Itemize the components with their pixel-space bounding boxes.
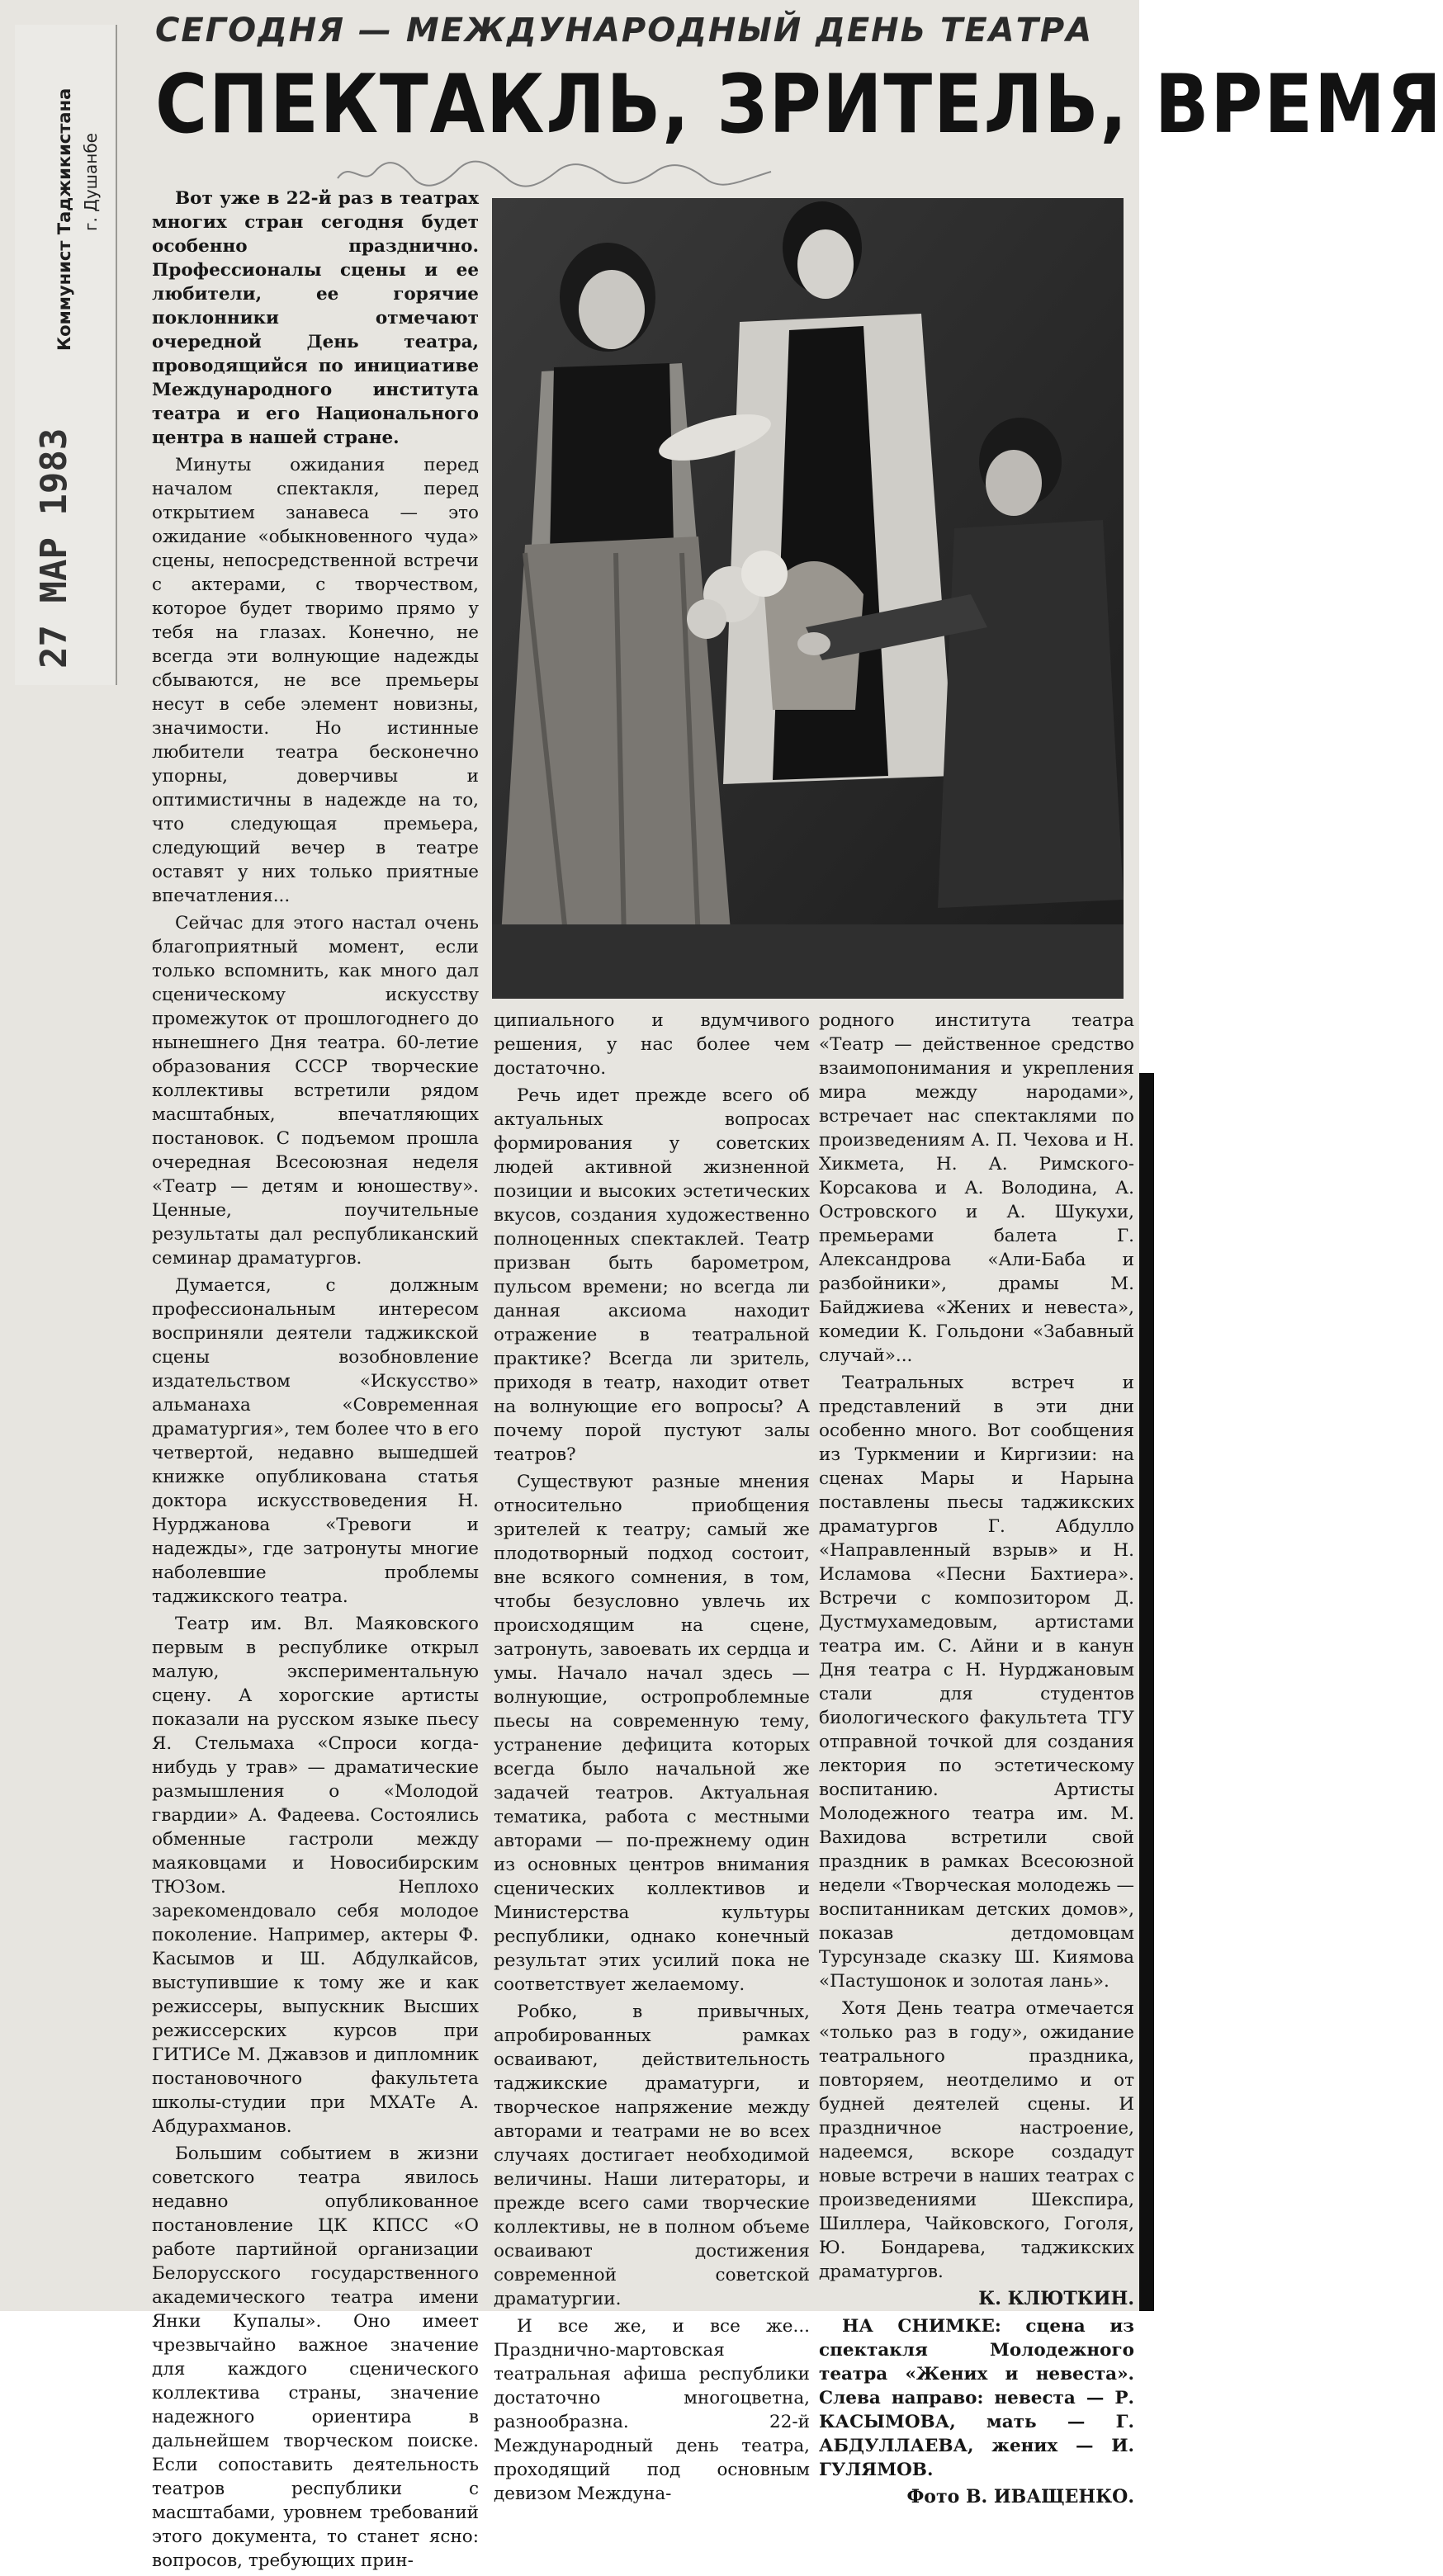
article-paragraph: Речь идет прежде всего об актуальных вопросах формирования у советских людей активной жизненной позиции и высоких эстетических вкусов, создания художественно полноценных спектаклей. Театр призван быть барометром, пульсом времени; но всегда ли данная аксиома находит отражение в театральной практике? Всегда ли зритель, приходя в театр, находит ответ на волнующие его вопросы? А почему порой пустуют залы театров? — [494, 1085, 810, 1465]
article-paragraph: Думается, с должным профессиональным интересом восприняли деятели таджикской сцены возобновление издательством «Искусство» альманаха «Современная драматургия», тем более что в его четвертой, недавно вышедшей книжке опубликована статья доктора искусствоведения Н. Нурджанова «Тревоги и надежды», где затронуты многие наболевшие проблемы таджикского театра. — [152, 1275, 479, 1607]
article-paragraph: И все же, и все же... Празднично-мартовская театральная афиша республики достаточно многоцветна, разнообразна. 22-й Международный день театра, проходящий под основным девизом Междуна- — [494, 2316, 810, 2504]
stamp-city: г. Душанбе — [81, 133, 101, 231]
article-column-1 — [152, 187, 479, 2576]
article-lead-paragraph: Вот уже в 22-й раз в театрах многих стран сегодня будет особенно празднично. Профессионалы сцены и ее любители, ее горячие поклонники отмечают очередной День театра, проводящийся по инициативе Международного института театра и его Национального центра в нашей стране. — [152, 188, 479, 448]
article-headline: СПЕКТАКЛЬ, ЗРИТЕЛЬ, ВРЕМЯ — [155, 58, 1443, 152]
article-column-2 — [494, 1009, 810, 2509]
article-paragraph: Театральных встреч и представлений в эти дни особенно много. Вот сообщения из Туркмении и Киргизии: на сценах Мары и Нарына поставлены пьесы таджикских драматургов Г. Абдулло «Направленный взрыв» и Н. Исламова «Песни Бахтиера». Встречи с композитором Д. Дустмухамедовым, артистами театра им. С. Айни и в канун Дня театра с Н. Нурджановым стали для студентов биологического факультета ТГУ отправной точкой для создания лектория по эстетическому воспитанию. Артисты Молодежного театра им. М. Вахидова встретили свой праздник в рамках Всесоюзной недели «Творческая молодежь — воспитанникам детских домов», показав детдомовцам Турсунзаде сказку Ш. Киямова «Пастушонок и золотая лань». — [819, 1373, 1134, 1992]
article-paragraph: Робко, в привычных, апробированных рамках осваивают, действительность таджикские драматурги, и творческое напряжение между авторами и театрами не во всех случаях достигает необходимой величины. Наши литераторы, и прежде всего сами творческие коллективы, не в полном объеме осваивают достижения современной советской драматургии. — [494, 2002, 810, 2309]
stamp-newspaper-name: Коммунист Таджикистана — [54, 87, 74, 351]
article-paragraph: ципиального и вдумчивого решения, у нас более чем достаточно. — [494, 1010, 810, 1079]
archive-stamp — [15, 25, 117, 685]
article-paragraph: родного института театра «Театр — действенное средство взаимопонимания и укрепления мира между народами», встречает нас спектаклями по произведениям А. П. Чехова и Н. Хикмета, Н. А. Римского-Корсакова и А. Володина, А. Островского и А. Шукухи, премьерами балета Г. Александрова «Али-Баба и разбойники», драмы М. Байджиева «Жених и невеста», комедии К. Гольдони «Забавный случай»... — [819, 1010, 1134, 1366]
dark-background-right — [1139, 1073, 1154, 2311]
article-paragraph: Хотя День театра отмечается «только раз в году», ожидание театрального праздника, повторяем, неотделимо и от будней деятелей сцены. И праздничное настроение, надеемся, вскоре создадут новые встречи в наших театрах с произведениями Шекспира, Шиллера, Чайковского, Гоголя, Ю. Бондарева, таджикских драматургов. — [819, 1998, 1134, 2282]
photo-credit: Фото В. ИВАЩЕНКО. — [906, 2486, 1134, 2507]
article-paragraph: Сейчас для этого настал очень благоприятный момент, если только вспомнить, как много дал сценическому искусству промежуток от прошлогоднего до нынешнего Дня театра. 60-летие образования СССР творческие коллективы встретили рядом масштабных, впечатляющих постановок. С подъемом прошла очередная Всесоюзная неделя «Театр — детям и юношеству». Ценные, поучительные результаты дал республиканский семинар драматургов. — [152, 913, 479, 1269]
theatre-scene-photo — [492, 198, 1124, 999]
article-paragraph: Театр им. Вл. Маяковского первым в республике открыл малую, экспериментальную сцену. А хорогские артисты показали на русском языке пьесу Я. Стельмаха «Спроси когда-нибудь у трав» — драматические размышления о «Молодой гвардии» А. Фадеева. Состоялись обменные гастроли между маяковцами и Новосибирским ТЮЗом. Неплохо зарекомендовало себя молодое поколение. Например, актеры Ф. Касымов и Ш. Абдулкайсов, выступившие к тому же и как режиссеры, выпускник Высших режиссерских курсов при ГИТИСе М. Джавзов и дипломник постановочного факультета школы-студии при МХАТе А. Абдурахманов. — [152, 1614, 479, 2137]
photo-illustration — [492, 198, 1124, 999]
masthead-rubric: СЕГОДНЯ — МЕЖДУНАРОДНЫЙ ДЕНЬ ТЕАТРА — [155, 12, 1094, 50]
stamp-date: 27 МАР 1983 — [33, 428, 75, 669]
article-paragraph: Минуты ожидания перед началом спектакля, перед открытием занавеса — это ожидание «обыкновенного чуда» сцены, непосредственной встречи с актерами, с творчеством, которое будет творимо прямо у тебя на глазах. Конечно, не всегда эти волнующие надежды сбываются, не все премьеры несут в себе элемент новизны, значимости. Но истинные любители театра бесконечно упорны, доверчивы и оптимистичны в надежде на то, что следующая премьера, следующий вечер в театре оставят у них только приятные впечатления... — [152, 455, 479, 906]
photo-caption: НА СНИМКЕ: сцена из спектакля Молодежного театра «Жених и невеста». Слева направо: невеста — Р. КАСЫМОВА, мать — Г. АБДУЛЛАЕВА, жених — И. ГУЛЯМОВ. — [819, 2316, 1134, 2480]
article-column-3 — [819, 1009, 1134, 2512]
author-signature: К. КЛЮТКИН. — [978, 2288, 1134, 2309]
article-paragraph: Существуют разные мнения относительно приобщения зрителей к театру; самый же плодотворный подход состоит, вне всякого сомнения, в том, чтобы безусловно увлечь их происходящим на сцене, затронуть, завоевать их сердца и умы. Начало начал здесь — волнующие, остропроблемные пьесы на современную тему, устранение дефицита которых всегда было начальной же задачей театров. Актуальная тематика, работа с местными авторами — по-прежнему один из основных центров внимания сценических коллективов и Министерства культуры республики, однако конечный результат этих усилий пока не соответствует желаемому. — [494, 1472, 810, 1995]
article-paragraph: Большим событием в жизни советского театра явилось недавно опубликованное постановление ЦК КПСС «О работе партийной организации Белорусского государственного академического театра имени Янки Купалы». Оно имеет чрезвычайно важное значение для каждого сценического коллектива страны, значение надежного ориентира в дальнейшем творческом поиске. Если сопоставить деятельность театров республики с масштабами, уровнем требований этого документа, то станет ясно: вопросов, требующих прин- — [152, 2144, 479, 2571]
